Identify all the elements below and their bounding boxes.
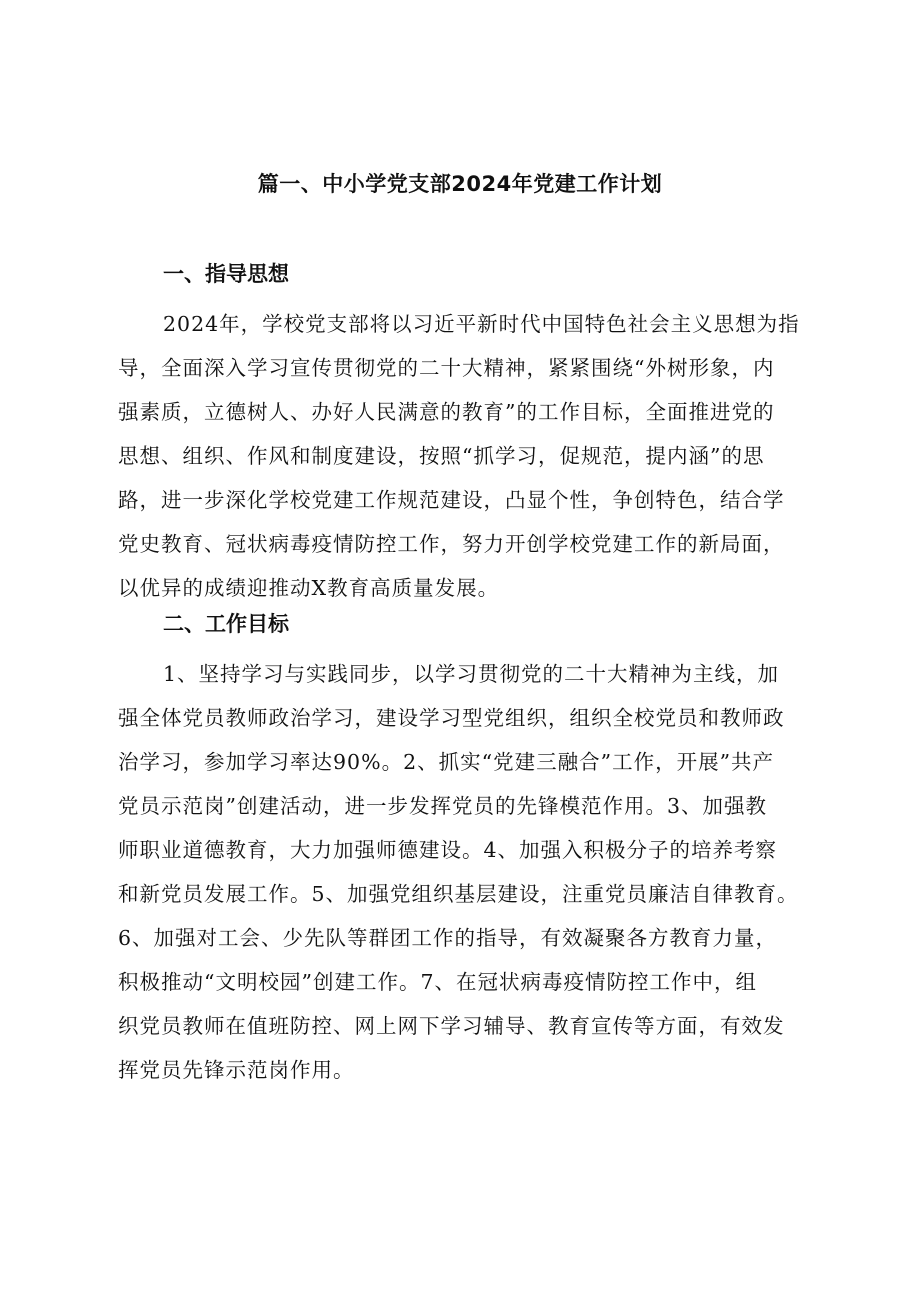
paragraph-line: 织党员教师在值班防控、网上网下学习辅导、教育宣传等方面，有效发 — [118, 1014, 785, 1038]
paragraph-line: 2024年，学校党支部将以习近平新时代中国特色社会主义思想为指 — [163, 312, 800, 336]
paragraph-line: 党史教育、冠状病毒疫情防控工作，努力开创学校党建工作的新局面， — [118, 532, 785, 556]
paragraph-line: 强全体党员教师政治学习，建设学习型党组织，组织全校党员和教师政 — [118, 706, 785, 730]
paragraph-line: 师职业道德教育，大力加强师德建设。4、加强入积极分子的培养考察 — [118, 838, 778, 862]
paragraph-line: 以优异的成绩迎推动X教育高质量发展。 — [118, 576, 500, 600]
section-heading-work-goals: 二、工作目标 — [163, 612, 289, 636]
paragraph-line: 导，全面深入学习宣传贯彻党的二十大精神，紧紧围绕“外树形象，内 — [118, 356, 775, 380]
paragraph-line: 强素质，立德树人、办好人民满意的教育”的工作目标，全面推进党的 — [118, 400, 775, 424]
section-heading-guiding-ideology: 一、指导思想 — [163, 262, 289, 286]
paragraph-line: 挥党员先锋示范岗作用。 — [118, 1058, 355, 1082]
paragraph-line: 和新党员发展工作。5、加强党组织基层建设，注重党员廉洁自律教育。 — [118, 882, 799, 906]
paragraph-line: 1、坚持学习与实践同步，以学习贯彻党的二十大精神为主线，加 — [163, 662, 780, 686]
paragraph-line: 路，进一步深化学校党建工作规范建设，凸显个性，争创特色，结合学 — [118, 488, 785, 512]
paragraph-line: 积极推动“文明校园”创建工作。7、在冠状病毒疫情防控工作中，组 — [118, 970, 758, 994]
paragraph-line: 党员示范岗”创建活动，进一步发挥党员的先锋模范作用。3、加强教 — [118, 794, 768, 818]
document-title: 篇一、中小学党支部2024年党建工作计划 — [257, 172, 663, 196]
paragraph-line: 6、加强对工会、少先队等群团工作的指导，有效凝聚各方教育力量， — [118, 926, 778, 950]
paragraph-line: 思想、组织、作风和制度建设，按照“抓学习，促规范，提内涵”的思 — [118, 444, 765, 468]
paragraph-line: 治学习，参加学习率达90%。2、抓实“党建三融合”工作，开展”共产 — [118, 750, 775, 774]
